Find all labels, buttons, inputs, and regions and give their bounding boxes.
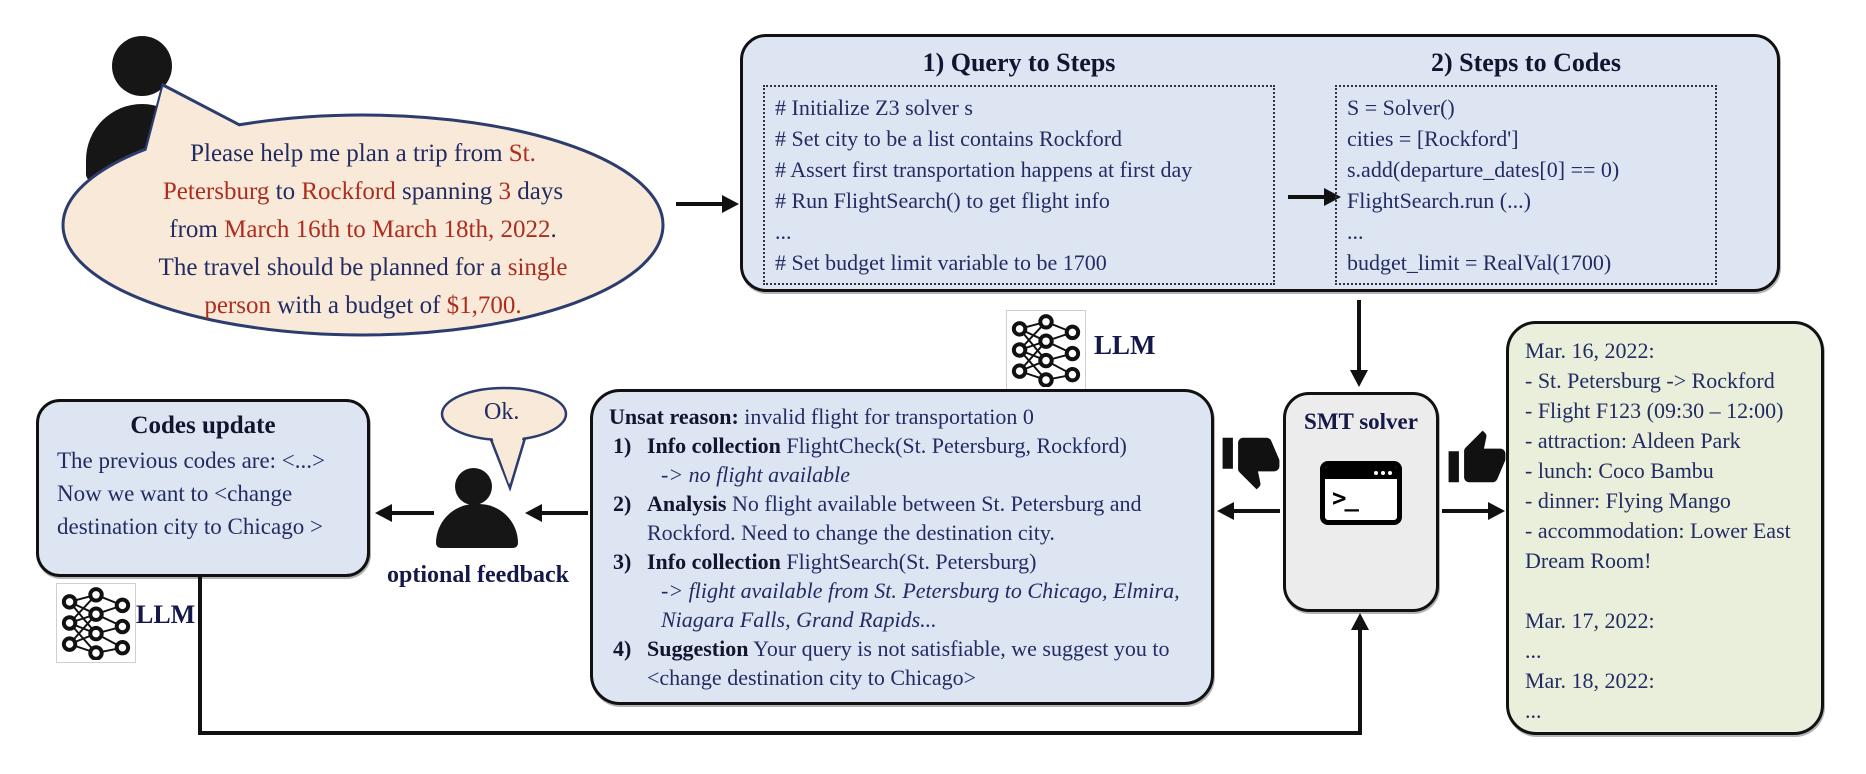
- smt-solver-title: SMT solver: [1304, 409, 1418, 434]
- terminal-icon: [1320, 461, 1402, 525]
- item-keyword: Suggestion: [647, 636, 749, 661]
- text-line: - accommodation: Lower East Dream Room!: [1525, 518, 1791, 573]
- item-result: -> flight available from St. Petersburg to Chicago, Elmira, Niagara Falls, Grand Rapids...: [661, 578, 1180, 632]
- text-line: - lunch: Coco Bambu: [1525, 458, 1714, 483]
- text-segment: days: [511, 178, 564, 205]
- query-bubble: [48, 60, 678, 350]
- highlighted-text: March 16th to March 18th, 2022: [224, 216, 551, 243]
- feedback-loop-line-bottom: [198, 731, 1362, 735]
- item-text: Your query is not satisfiable, we suggest you to <change destination city to Chicago>: [647, 636, 1170, 690]
- arrow-smt-to-unsat: [1232, 509, 1280, 513]
- stage2-title: 2) Steps to Codes: [1431, 48, 1621, 77]
- item-text: No flight available between St. Petersburg and Rockford. Need to change the destination city.: [647, 491, 1142, 545]
- unsat-item-2: [609, 489, 1195, 547]
- plan-box: [1506, 321, 1824, 735]
- text-line: # Set city to be a list contains Rockford: [775, 126, 1123, 151]
- codes-update-box: [36, 399, 370, 577]
- stage1-title: 1) Query to Steps: [922, 48, 1116, 77]
- text-segment: to: [269, 178, 302, 205]
- text-line: [78, 173, 648, 211]
- text-line: ...: [1347, 219, 1364, 244]
- text-line: # Run FlightSearch() to get flight info: [775, 188, 1110, 213]
- text-segment: spanning: [395, 178, 499, 205]
- highlighted-text: single: [507, 254, 568, 281]
- unsat-header: [609, 402, 1195, 431]
- text-line: - dinner: Flying Mango: [1525, 488, 1731, 513]
- neural-network-glyph: [1009, 313, 1083, 387]
- text-line: [78, 211, 648, 249]
- feedback-user-head: [455, 468, 492, 505]
- highlighted-text: $1,700.: [446, 292, 522, 319]
- unsat-item-1: [609, 431, 1195, 489]
- text-line: destination city to Chicago >: [57, 514, 323, 539]
- text-line: ...: [1525, 698, 1542, 723]
- arrow-unsat-to-user: [540, 511, 588, 515]
- thumbs-down-icon: [1220, 430, 1282, 492]
- llm-neural-network-icon-top: [1006, 310, 1086, 390]
- arrow-query-to-stages: [676, 202, 724, 206]
- text-line: ...: [775, 219, 792, 244]
- text-line: [78, 249, 648, 287]
- text-line: - St. Petersburg -> Rockford: [1525, 368, 1775, 393]
- plan-text: [1509, 324, 1821, 726]
- highlighted-text: Rockford: [301, 178, 396, 205]
- item-keyword: Info collection: [647, 549, 781, 574]
- llm-label-top: LLM: [1094, 330, 1156, 360]
- item-keyword: Info collection: [647, 433, 781, 458]
- stage2-code-box: [1335, 85, 1717, 285]
- text-line: ...: [1525, 638, 1542, 663]
- terminal-prompt: >_: [1332, 484, 1357, 512]
- item-text: FlightCheck(St. Petersburg, Rockford): [780, 433, 1127, 458]
- arrow-user-to-codes: [390, 511, 434, 515]
- highlighted-text: person: [204, 292, 271, 319]
- item-number: 1): [613, 433, 632, 458]
- text-segment: with a budget of: [270, 292, 447, 319]
- item-number: 2): [613, 491, 632, 516]
- unsat-item-4: [609, 634, 1195, 692]
- feedback-loop-line-left: [198, 577, 202, 735]
- text-line: - attraction: Aldeen Park: [1525, 428, 1741, 453]
- optional-feedback-label: optional feedback: [386, 562, 569, 588]
- arrow-smt-to-plan: [1442, 509, 1490, 513]
- item-text: FlightSearch(St. Petersburg): [780, 549, 1037, 574]
- stages-container: [740, 34, 1780, 292]
- text-line: # Assert first transportation happens at first day: [775, 157, 1193, 182]
- highlighted-text: Petersburg: [162, 178, 270, 205]
- highlighted-text: St.: [508, 140, 536, 167]
- feedback-loop-line-right: [1358, 628, 1362, 735]
- text-line: - Flight F123 (09:30 – 12:00): [1525, 398, 1784, 423]
- neural-network-glyph: [59, 586, 133, 660]
- item-result: -> no flight available: [661, 462, 850, 487]
- unsat-header-text: invalid flight for transportation 0: [738, 404, 1034, 429]
- text-line: [78, 287, 648, 325]
- smt-solver-box: [1283, 392, 1439, 612]
- feedback-user-icon: [436, 466, 520, 548]
- arrow-steps-to-codes: [1288, 195, 1326, 199]
- llm-label-bottom: LLM: [136, 600, 196, 629]
- text-line: Mar. 16, 2022:: [1525, 338, 1655, 363]
- text-segment: .: [550, 216, 557, 243]
- query-bubble-text: [78, 135, 648, 325]
- text-line: FlightSearch.run (...): [1347, 188, 1531, 213]
- codes-update-text: [39, 440, 367, 543]
- ok-bubble-text: Ok.: [484, 399, 520, 425]
- terminal-dot: [1374, 471, 1378, 475]
- text-segment: Please help me plan a trip from: [190, 140, 509, 167]
- codes-update-title: Codes update: [130, 412, 276, 439]
- unsat-content: [593, 392, 1211, 692]
- thumbs-up-icon: [1446, 428, 1508, 490]
- llm-neural-network-icon-bottom: [56, 583, 136, 663]
- item-keyword: Analysis: [647, 491, 727, 516]
- terminal-dot: [1388, 471, 1392, 475]
- stage1-code-box: [763, 85, 1275, 285]
- text-line: S = Solver(): [1347, 95, 1455, 120]
- text-line: cities = [Rockford']: [1347, 126, 1519, 151]
- text-line: # Set budget limit variable to be 1700: [775, 250, 1107, 275]
- text-segment: The travel should be planned for a: [158, 254, 508, 281]
- unsat-item-3: [609, 547, 1195, 634]
- feedback-user-body: [436, 504, 518, 548]
- terminal-dot: [1381, 471, 1385, 475]
- terminal-titlebar: [1325, 466, 1397, 479]
- text-line: The previous codes are: <...>: [57, 448, 325, 473]
- text-line: [78, 135, 648, 173]
- text-line: budget_limit = RealVal(1700): [1347, 250, 1612, 275]
- text-segment: from: [169, 216, 225, 243]
- text-line: Now we want to <change: [57, 481, 293, 506]
- text-line: [1525, 576, 1807, 606]
- text-line: # Initialize Z3 solver s: [775, 95, 973, 120]
- item-number: 4): [613, 636, 632, 661]
- text-line: Mar. 17, 2022:: [1525, 608, 1655, 633]
- unsat-reason-box: [590, 389, 1214, 705]
- item-number: 3): [613, 549, 632, 574]
- arrow-codes-to-smt: [1357, 300, 1361, 372]
- text-line: s.add(departure_dates[0] == 0): [1347, 157, 1620, 182]
- unsat-header-label: Unsat reason:: [609, 404, 739, 429]
- text-line: Mar. 18, 2022:: [1525, 668, 1655, 693]
- highlighted-text: 3: [498, 178, 512, 205]
